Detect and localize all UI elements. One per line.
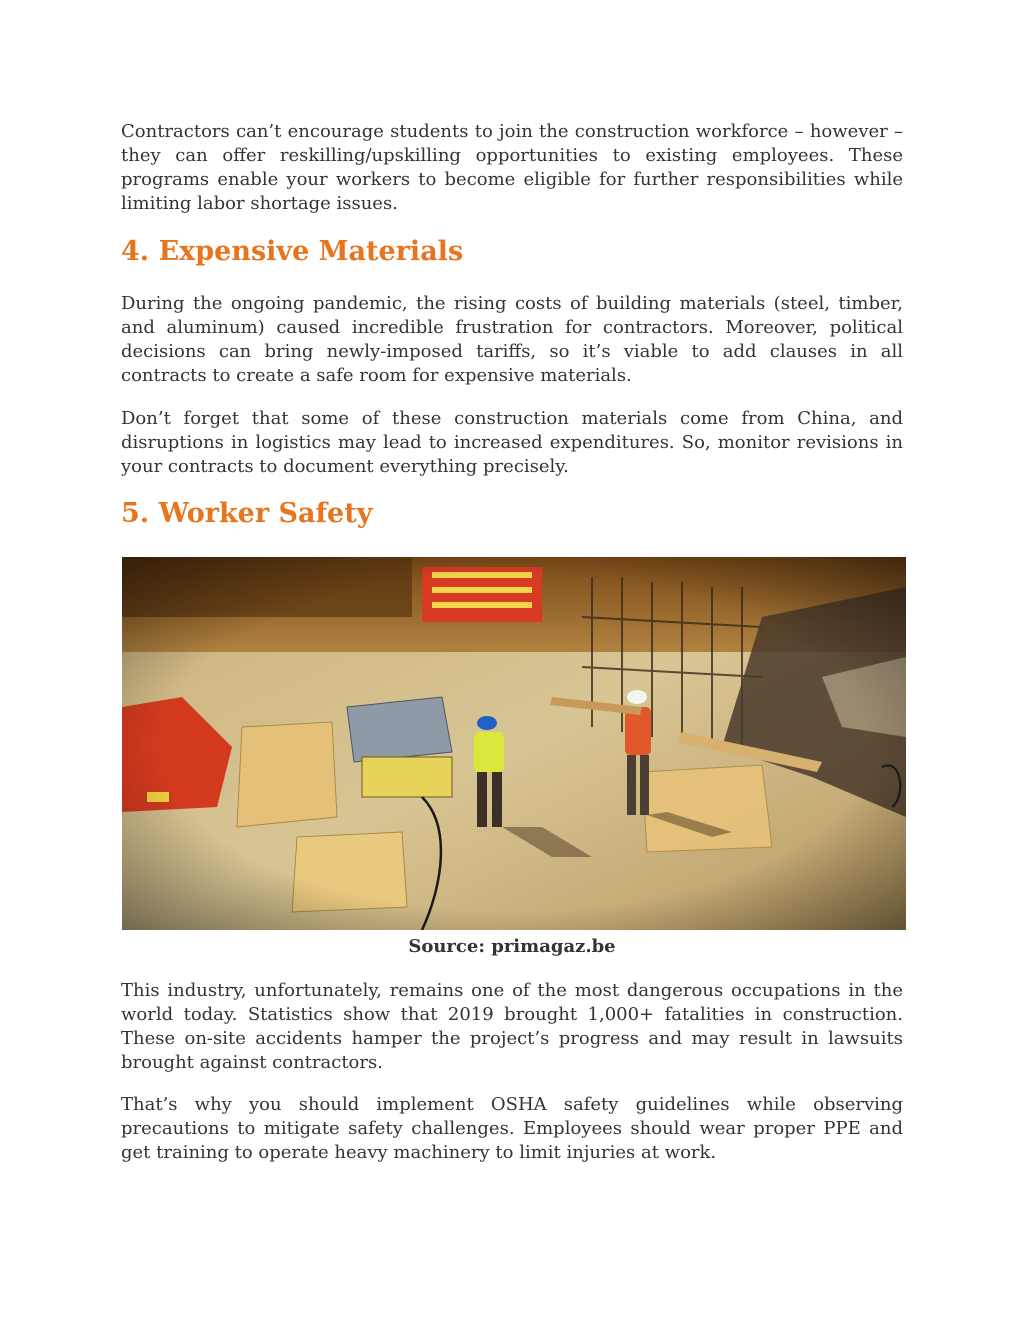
paragraph-reskilling: Contractors can’t encourage students to join the construction workforce – however – they can offer reskilling/upskilling opportunities to existing employees. These programs enable your workers to become eligible for further responsibilities while limiting labor shortage issues. xyxy=(121,121,903,214)
paragraph-material-costs: During the ongoing pandemic, the rising costs of building materials (steel, timber, and aluminum) caused incredible frustration for contractors. Moreover, political decisions can bring newly-imposed tariffs, so it’s viable to add clauses in all contracts to create a safe room for expensive materials. xyxy=(121,293,903,386)
image-caption: Source: primagaz.be xyxy=(408,936,616,957)
construction-site-photo xyxy=(122,557,906,930)
heading-worker-safety: 5. Worker Safety xyxy=(121,498,373,529)
paragraph-osha-guidelines: That’s why you should implement OSHA safety guidelines while observing precautions to mitigate safety challenges. Employees should wear proper PPE and get training to operate heavy machinery to limit injuries at work. xyxy=(121,1094,903,1163)
paragraph-dangerous-industry: This industry, unfortunately, remains one of the most dangerous occupations in the world today. Statistics show that 2019 brought 1,000+ fatalities in construction. These on-site accidents hamper the project’s progress and may result in lawsuits brought against contractors. xyxy=(121,980,903,1073)
heading-expensive-materials: 4. Expensive Materials xyxy=(121,236,464,267)
paragraph-logistics: Don’t forget that some of these construction materials come from China, and disruptions in logistics may lead to increased expenditures. So, monitor revisions in your contracts to document everything precisely. xyxy=(121,408,903,477)
